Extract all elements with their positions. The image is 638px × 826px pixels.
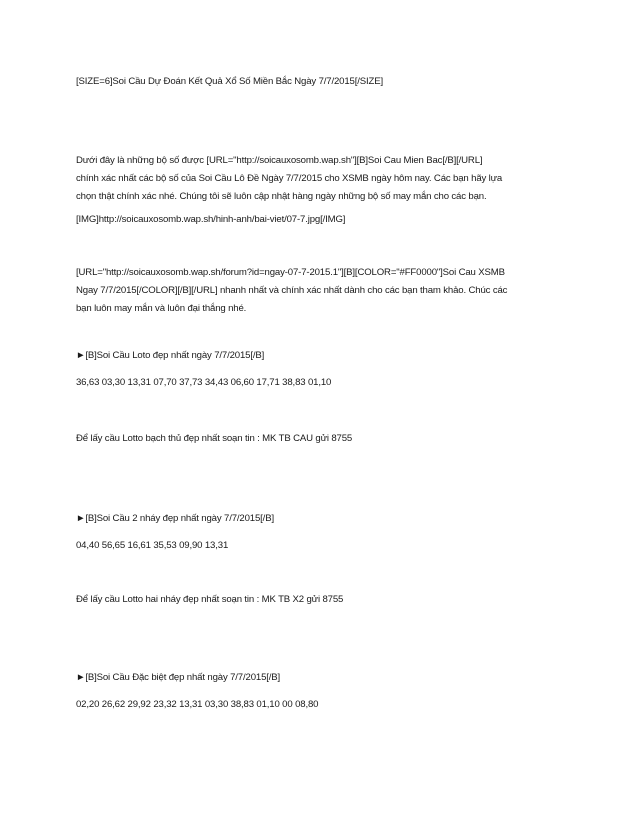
dac-biet-numbers-text: 02,20 26,62 29,92 23,32 13,31 03,30 38,83 01,10 00 08,80: [76, 699, 319, 710]
loto-heading: [76, 347, 571, 365]
intro-line-1: Dưới đây là những bộ số được [URL="http://soicauxosomb.wap.sh"][B]Soi Cau Mien Bac[/B][/URL]: [76, 155, 483, 166]
img-text: [IMG]http://soicauxosomb.wap.sh/hinh-anh/bai-viet/07-7.jpg[/IMG]: [76, 214, 346, 225]
url-paragraph: [76, 264, 571, 318]
url-line-3: bạn luôn may mắn và luôn đại thắng nhé.: [76, 303, 247, 314]
loto-numbers-text: 36,63 03,30 13,31 07,70 37,73 34,43 06,60 17,71 38,83 01,10: [76, 377, 332, 388]
dac-biet-heading-text: ►[B]Soi Cầu Đặc biệt đẹp nhất ngày 7/7/2015[/B]: [76, 672, 281, 683]
sms-bach-thu: [76, 430, 571, 448]
title-text: [SIZE=6]Soi Cầu Dự Đoán Kết Quả Xổ Số Miền Bắc Ngày 7/7/2015[/SIZE]: [76, 76, 384, 87]
intro-paragraph: [76, 152, 571, 206]
img-line: [76, 211, 571, 229]
two-nhay-numbers: [76, 537, 571, 555]
intro-line-3: chọn thật chính xác nhé. Chúng tôi sẽ luôn cập nhật hàng ngày những bộ số may mắn cho các bạn.: [76, 191, 487, 202]
dac-biet-numbers: [76, 696, 571, 714]
two-nhay-heading: [76, 510, 571, 528]
dac-biet-heading: [76, 669, 571, 687]
sms-bach-thu-text: Để lấy cầu Lotto bạch thủ đẹp nhất soạn tin : MK TB CAU gửi 8755: [76, 433, 353, 444]
sms-hai-nhay-text: Để lấy cầu Lotto hai nháy đẹp nhất soạn tin : MK TB X2 gửi 8755: [76, 594, 344, 605]
loto-numbers: [76, 374, 571, 392]
sms-hai-nhay: [76, 591, 571, 609]
loto-heading-text: ►[B]Soi Cầu Loto đẹp nhất ngày 7/7/2015[/B]: [76, 350, 265, 361]
title-line: [76, 73, 571, 91]
intro-line-2: chính xác nhất các bộ số của Soi Cầu Lô Đề Ngày 7/7/2015 cho XSMB ngày hôm nay. Các bạn hãy lựa: [76, 173, 503, 184]
two-nhay-numbers-text: 04,40 56,65 16,61 35,53 09,90 13,31: [76, 540, 229, 551]
two-nhay-heading-text: ►[B]Soi Cầu 2 nháy đẹp nhất ngày 7/7/2015[/B]: [76, 513, 274, 524]
url-line-1: [URL="http://soicauxosomb.wap.sh/forum?id=ngay-07-7-2015.1"][B][COLOR="#FF0000"]Soi Cau XSMB: [76, 267, 505, 278]
url-line-2: Ngay 7/7/2015[/COLOR][/B][/URL] nhanh nhất và chính xác nhất dành cho các bạn tham khảo. Chúc các: [76, 285, 508, 296]
